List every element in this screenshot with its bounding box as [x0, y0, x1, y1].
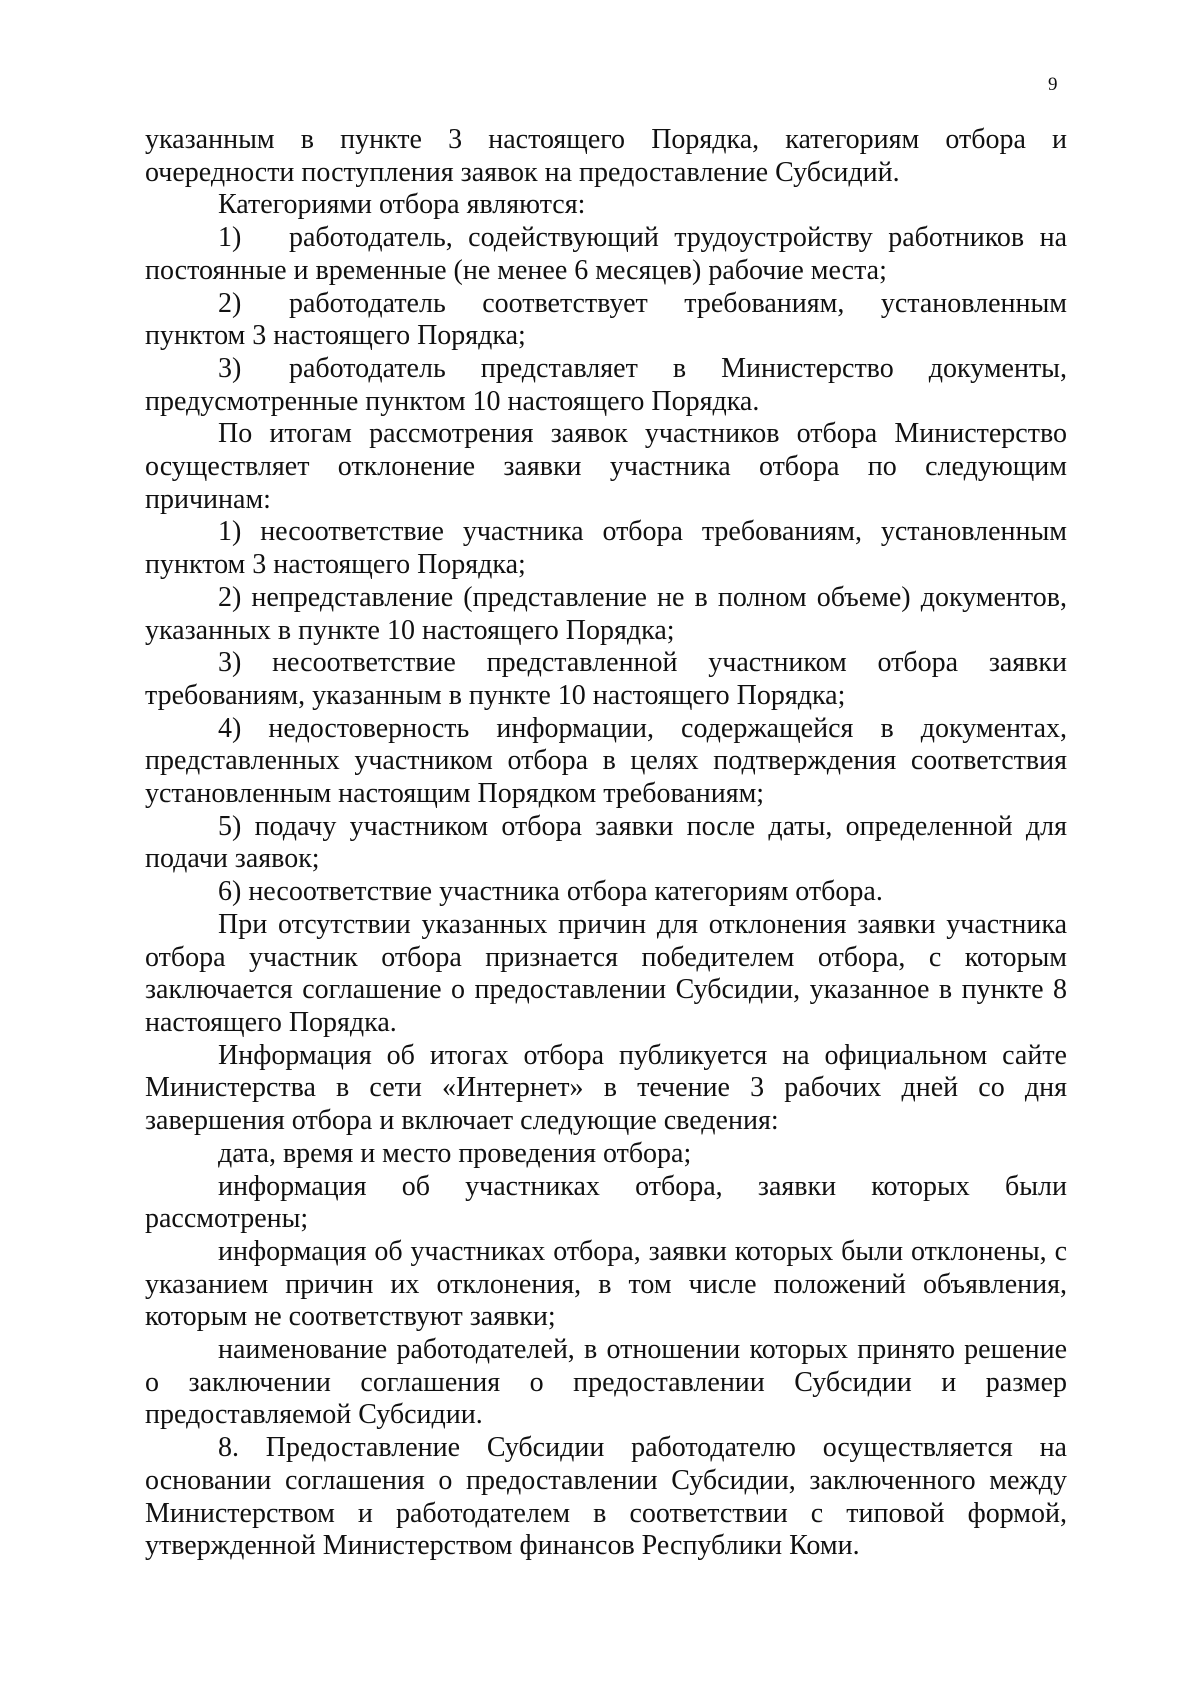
paragraph-results-publication: Информация об итогах отбора публикуется на официальном сайте Министерства в сети «Интернет» в течение 3 рабочих дней со дня завершения отбора и включает следующие сведения:: [145, 1039, 1067, 1137]
category-item-number: 2): [218, 287, 242, 319]
document-body: [145, 124, 1067, 1563]
paragraph-continuation: указанным в пункте 3 настоящего Порядка, категориям отбора и очередности поступления заявок на предоставление Субсидий.: [145, 124, 1067, 188]
results-item-considered: информация об участниках отбора, заявки которых были рассмотрены;: [145, 1170, 1067, 1235]
category-item-number: 3): [218, 352, 242, 384]
category-item-3: [145, 353, 1067, 418]
paragraph-winner: При отсутствии указанных причин для отклонения заявки участника отбора участник отбора признается победителем отбора, с которым заключается соглашение о предоставлении Субсидии, указанное в пункте 8 настоящего Порядка.: [145, 908, 1067, 1038]
rejection-reason-3: 3) несоответствие представленной участником отбора заявки требованиям, указанным в пункте 10 настоящего Порядка;: [145, 647, 1067, 711]
paragraph-categories-intro: Категориями отбора являются:: [218, 189, 586, 221]
results-item-employers: наименование работодателей, в отношении которых принято решение о заключении соглашения о предоставлении Субсидии и размер предоставляемой Субсидии.: [145, 1334, 1067, 1431]
results-item-rejected: информация об участниках отбора, заявки которых были отклонены, с указанием причин их отклонения, в том числе положений объявления, которым не соответствуют заявки;: [145, 1235, 1067, 1333]
page-number: 9: [1048, 74, 1058, 95]
category-item-number: 1): [218, 222, 242, 254]
rejection-reason-1: 1) несоответствие участника отбора требованиям, установленным пунктом 3 настоящего Порядка;: [145, 516, 1067, 581]
category-item-text: работодатель, содействующий трудоустройству работников на постоянные и временные (не менее 6 месяцев) рабочие места;: [145, 222, 1067, 286]
category-item-text: работодатель соответствует требованиям, установленным пунктом 3 настоящего Порядка;: [145, 287, 1067, 352]
rejection-reason-4: 4) недостоверность информации, содержащейся в документах, представленных участником отбора в целях подтверждения соответствия установленным настоящим Порядком требованиям;: [145, 712, 1067, 810]
paragraph-section-8: 8. Предоставление Субсидии работодателю осуществляется на основании соглашения о предоставлении Субсидии, заключенного между Министерством и работодателем в соответствии с типовой формой, утвержденной Министерством финансов Республики Коми.: [145, 1432, 1067, 1562]
rejection-reason-6: 6) несоответствие участника отбора категориям отбора.: [218, 876, 883, 908]
results-item-date: дата, время и место проведения отбора;: [218, 1137, 692, 1169]
category-item-text: работодатель представляет в Министерство документы, предусмотренные пунктом 10 настоящего Порядка.: [145, 352, 1067, 417]
paragraph-rejection-intro: По итогам рассмотрения заявок участников отбора Министерство осуществляет отклонение заявки участника отбора по следующим причинам:: [145, 418, 1067, 515]
rejection-reason-5: 5) подачу участником отбора заявки после даты, определенной для подачи заявок;: [145, 810, 1067, 875]
category-item-2: [145, 288, 1067, 353]
rejection-reason-2: 2) непредставление (представление не в полном объеме) документов, указанных в пункте 10 настоящего Порядка;: [145, 581, 1067, 646]
category-item-1: [145, 222, 1067, 287]
